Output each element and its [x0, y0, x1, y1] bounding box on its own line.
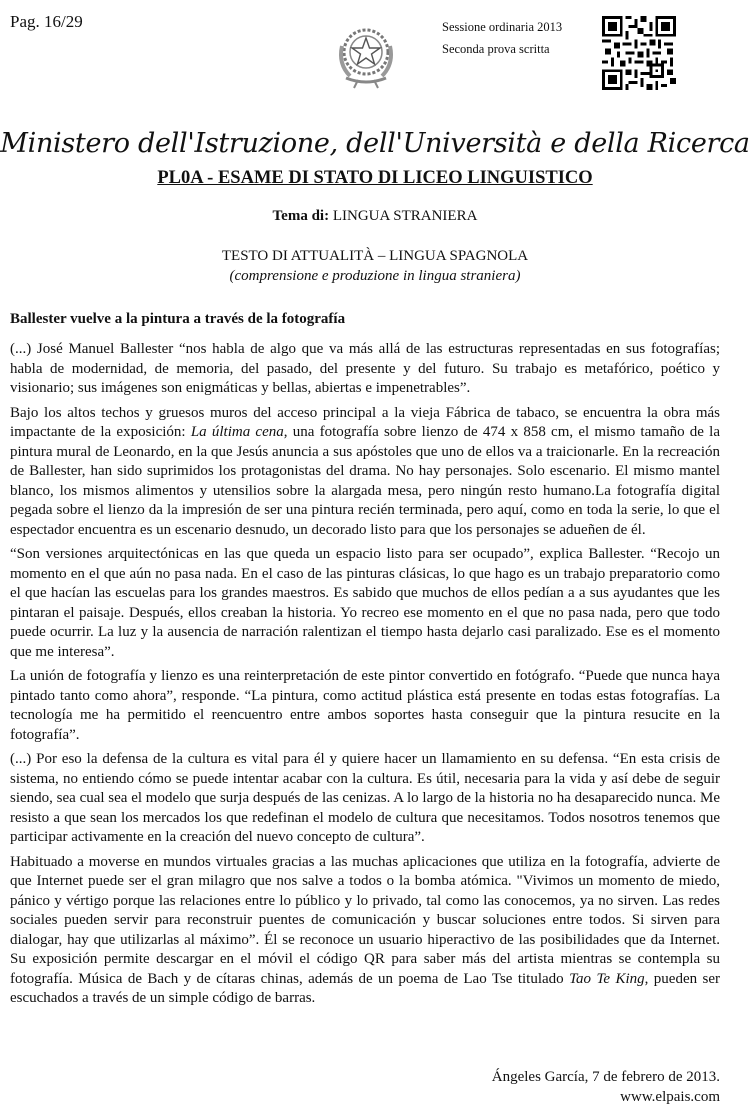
testo-subtitle: (comprensione e produzione in lingua straniera) — [229, 268, 521, 284]
paragraph-4: La unión de fotografía y lienzo es una reinterpretación de este pintor convertido en fotógrafo. “Puede que nunca haya pintado tanto como ahora”, responde. “La pintura, como actitud plástica está presente en todas estas fotografías. La tecnología me ha permitido el reencuentro entre ambos soportes hasta conseguir que la pintura resucite en la fotografía”. — [10, 668, 720, 743]
paragraph-2-part-a: Bajo los altos techos y gruesos muros del acceso principal a la vieja Fábrica de tabaco, se encuentra la obra más impactante de la exposición: — [10, 404, 720, 440]
article-headline: Ballester vuelve a la pintura a través de la fotografía — [10, 311, 346, 327]
paragraph-5: (...) Por eso la defensa de la cultura es vital para él y quiere hacer un llamamiento en su defensa. “En esta crisis de sistema, no entiendo cómo se puede intentar acabar con la cultura. Es útil, necesaria para la vida y así debe de seguir siendo, sea cual sea el modelo que surja después de las cenizas. A lo largo de la historia no ha desaparecido nunca. Me resisto a que sean los mercados los que redefinan el modelo de cultura que necesitamos. Todos nosotros tenemos que participar activamente en la creación del nuevo concepto de cultura”. — [10, 751, 720, 845]
source-url: www.elpais.com — [620, 1089, 720, 1105]
italian-republic-emblem-icon — [328, 16, 404, 92]
session-line-1: Sessione ordinaria 2013 — [442, 20, 563, 34]
tema-value: LINGUA STRANIERA — [329, 208, 478, 224]
ministry-heading: Ministero dell'Istruzione, dell'Università e della Ricerca — [0, 128, 750, 159]
exam-title: PL0A - ESAME DI STATO DI LICEO LINGUISTICO — [157, 168, 593, 188]
article-body — [10, 340, 720, 1014]
paragraph-2-part-b: , una fotografía sobre lienzo de 474 x 858 cm, el mismo tamaño de la pintura mural de Leonardo, en la que Jesús anuncia a sus apóstoles que uno de ellos va a traicionarle. En la recreación de Ballester, han sido suprimidos los protagonistas del drama. No hay personajes. Solo escenario. El mismo mantel blanco, los mismos alimentos y utensilios sobre la alargada mesa, pero ningún resto humano.La fotografía digital pegada sobre el lienzo da la impresión de ser una pintura recién terminada, pero aquí, como en toda la serie, lo que el espectador encuentra es un escenario desnudo, un decorado listo para que los personajes se adueñen de él. — [10, 424, 720, 538]
testo-heading: TESTO DI ATTUALITÀ – LINGUA SPAGNOLA — [221, 248, 529, 264]
qr-code-icon — [602, 16, 676, 90]
paragraph-1: (...) José Manuel Ballester “nos habla de algo que va más allá de las estructuras representadas en sus fotografías; habla de modernidad, de memoria, del pasado, del presente y del futuro. Su trabajo es metafórico, poético y visionario; sus imágenes son enigmáticas y bellas, abiertas e impenetrables”. — [10, 341, 720, 396]
poem-title: Tao Te King — [569, 970, 645, 987]
tema-line — [0, 208, 750, 225]
paragraph-6 — [10, 853, 720, 1009]
author-date: Ángeles García, 7 de febrero de 2013. — [491, 1069, 720, 1085]
artwork-title: La última cena — [190, 424, 284, 440]
tema-label: Tema di: — [272, 208, 330, 224]
paragraph-2 — [10, 404, 720, 541]
signature — [492, 1067, 720, 1107]
session-line-2: Seconda prova scritta — [442, 42, 550, 56]
session-info — [442, 16, 562, 60]
paragraph-6-part-a: Habituado a moverse en mundos virtuales gracias a las muchas aplicaciones que utiliza en la fotografía, advierte de que Internet puede ser el gran milagro que nos salve a todos o la bomba atómica. "Vivimos un momento de miedo, pánico y vértigo porque las relaciones entre lo público y lo privado, tal como las conocemos, ya no sirven. Las redes sociales pueden servir para reconstruir puentes de comunicación y buscar soluciones entre todos. Si sirven para dialogar, hay que utilizarlas al máximo”. Él se reconoce un usuario hiperactivo de las posibilidades que da Internet. Su exposición permite descargar en el móvil el código QR para saber más del artista mientras se contempla su fotografía. Música de Bach y de cítaras chinas, además de un poema de Lao Tse titulado — [10, 853, 720, 987]
paragraph-3: “Son versiones arquitectónicas en las que queda un espacio listo para ser ocupado”, explica Ballester. “Recojo un momento en el que aún no pasa nada. En el caso de las pinturas clásicas, lo que hago es un trabajo preparatorio como el que hacían las escuelas para los grandes maestros. Es sabido que muchos de ellos pedían a a sus ayudantes que les pintaran el paisaje. Después, ellos creaban la historia. Yo recreo ese momento en el que no pasa nada, pero que todo puede ocurrir. La luz y la ausencia de narración ralentizan el tiempo hasta dejarlo casi paralizado. Ese es el momento que me interesa”. — [10, 546, 720, 660]
paragraph-6-part-b: , pueden ser escuchados a través de un simple código de barras. — [10, 970, 720, 1006]
page-number: Pag. 16/29 — [10, 12, 83, 31]
